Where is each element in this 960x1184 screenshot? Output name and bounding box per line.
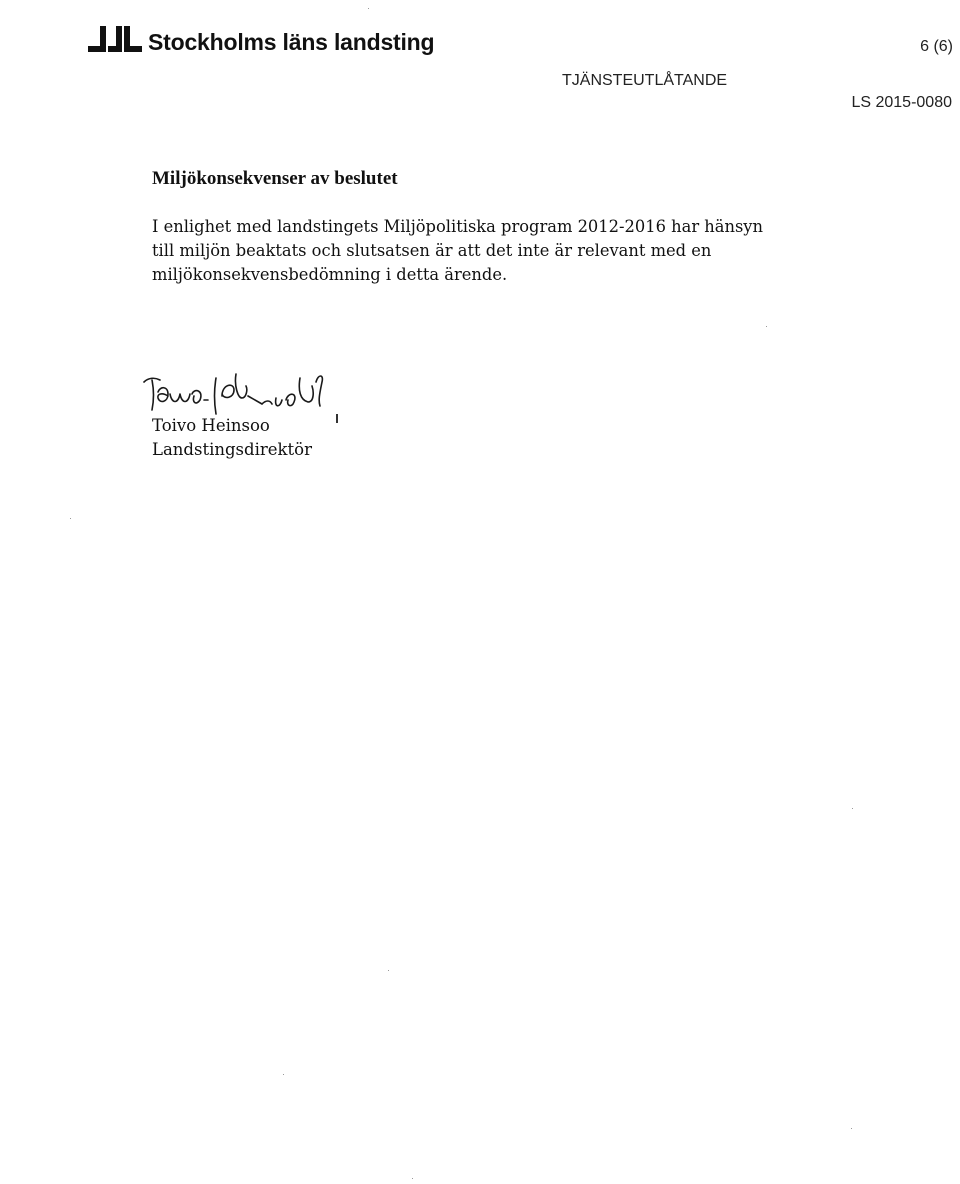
scan-speck [388, 970, 389, 971]
scan-speck [368, 8, 369, 9]
scan-speck [852, 808, 853, 809]
paragraph-line: miljökonsekvensbedömning i detta ärende. [152, 265, 508, 284]
scan-speck [851, 1128, 852, 1129]
reference-number: LS 2015-0080 [851, 94, 952, 111]
paragraph-line: till miljön beaktats och slutsatsen är att det inte är relevant med en [152, 241, 712, 260]
body-paragraph [152, 215, 812, 287]
signer-title: Landstingsdirektör [152, 440, 312, 459]
paragraph-line: I enlighet med landstingets Miljöpolitiska program 2012-2016 har hänsyn [152, 217, 763, 236]
handwritten-signature [142, 364, 352, 422]
sll-logo-icon [86, 22, 144, 56]
stray-pen-mark [336, 414, 338, 423]
scan-speck [283, 1074, 284, 1075]
scan-speck [766, 326, 767, 327]
signer-name: Toivo Heinsoo [152, 416, 270, 435]
scan-speck [412, 1178, 413, 1179]
organization-name: Stockholms läns landsting [148, 28, 435, 55]
header-logo [86, 22, 434, 56]
document-type: TJÄNSTEUTLÅTANDE [562, 72, 728, 89]
scan-speck [70, 518, 71, 519]
page-number: 6 (6) [920, 38, 953, 55]
section-heading: Miljökonsekvenser av beslutet [152, 168, 398, 189]
